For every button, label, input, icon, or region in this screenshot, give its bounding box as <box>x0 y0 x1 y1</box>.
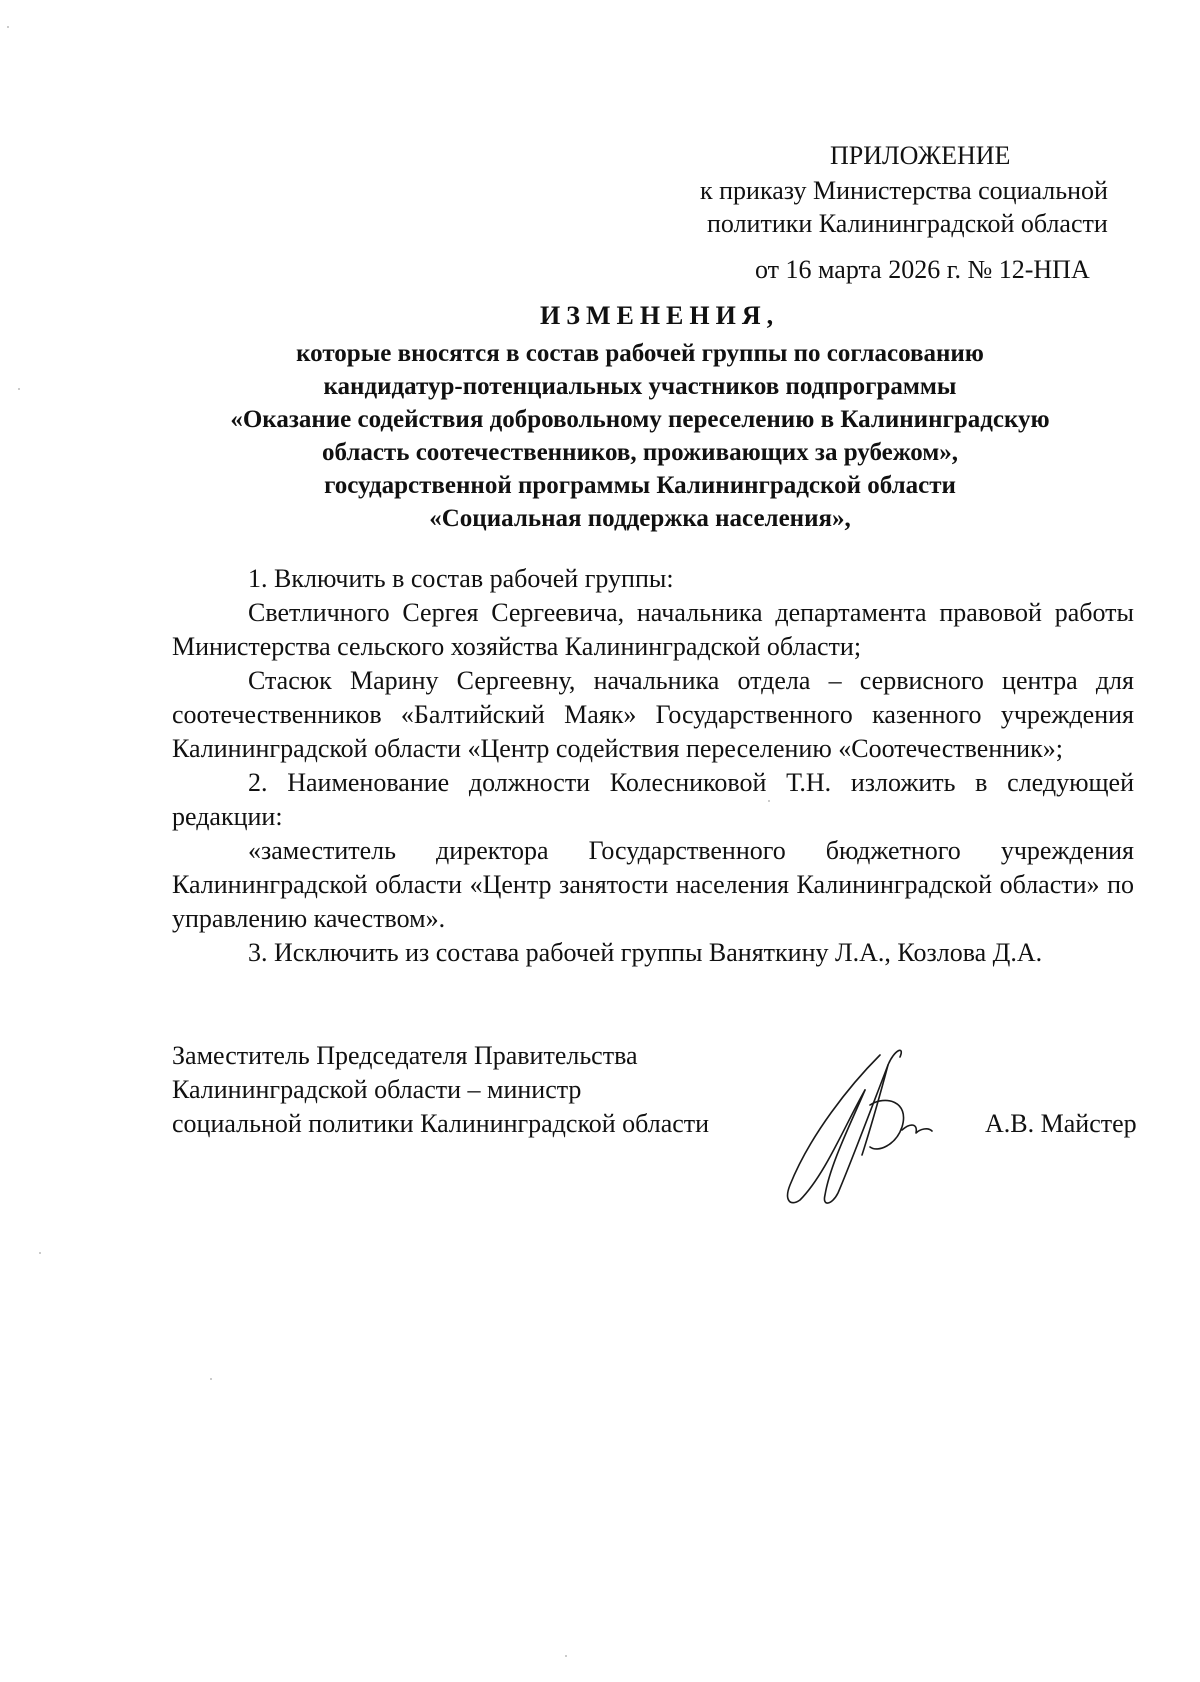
paragraph-4: 2. Наименование должности Колесниковой Т.Н. изложить в следующей редакции: <box>172 768 1134 831</box>
appendix-line-2: политики Калининградской области <box>707 209 1108 238</box>
appendix-line-1: к приказу Министерства социальной <box>700 176 1108 205</box>
signer-title-line-3: социальной политики Калининградской области <box>172 1109 710 1138</box>
paragraph-3: Стасюк Марину Сергеевну, начальника отдела – сервисного центра для соотечественников «Балтийский Маяк» Государственного казенного учреждения Калининградской области «Центр содействия переселению «Соотечественник»; <box>172 666 1134 763</box>
paragraph-5: «заместитель директора Государственного бюджетного учреждения Калининградской области «Центр занятости населения Калининградской области» по управлению качеством». <box>172 836 1134 933</box>
heading-line: область соотечественников, проживающих за рубежом», <box>321 439 959 466</box>
heading-title: ИЗМЕНЕНИЯ, <box>540 301 780 330</box>
document-body <box>172 562 1134 970</box>
scan-speck <box>565 1655 567 1657</box>
heading-line: кандидатур-потенциальных участников подпрограммы <box>323 373 957 400</box>
scan-speck <box>7 26 9 28</box>
paragraph-2: Светличного Сергея Сергеевича, начальника департамента правовой работы Министерства сельского хозяйства Калининградской области; <box>172 598 1134 661</box>
appendix-order: от 16 марта 2026 г. № 12-НПА <box>755 255 1090 284</box>
paragraph-6: 3. Исключить из состава рабочей группы Ваняткину Л.А., Козлова Д.А. <box>248 938 1043 967</box>
signer-title-line-2: Калининградской области – министр <box>172 1075 582 1104</box>
scan-speck <box>39 1252 41 1254</box>
scan-speck <box>18 388 20 390</box>
heading-line: «Социальная поддержка населения», <box>429 505 851 532</box>
appendix-label: ПРИЛОЖЕНИЕ <box>830 141 1011 170</box>
paragraph-1: 1. Включить в состав рабочей группы: <box>248 564 674 593</box>
heading-line: «Оказание содействия добровольному переселению в Калининградскую <box>230 406 1050 433</box>
scan-speck <box>210 1378 212 1380</box>
signer-title-line-1: Заместитель Председателя Правительства <box>172 1041 638 1070</box>
scan-speck <box>768 800 770 802</box>
handwritten-signature <box>770 1035 970 1215</box>
heading-line: которые вносятся в состав рабочей группы по согласованию <box>296 340 984 367</box>
signer-name: А.В. Майстер <box>985 1109 1137 1138</box>
heading-line: государственной программы Калининградской области <box>324 472 956 499</box>
